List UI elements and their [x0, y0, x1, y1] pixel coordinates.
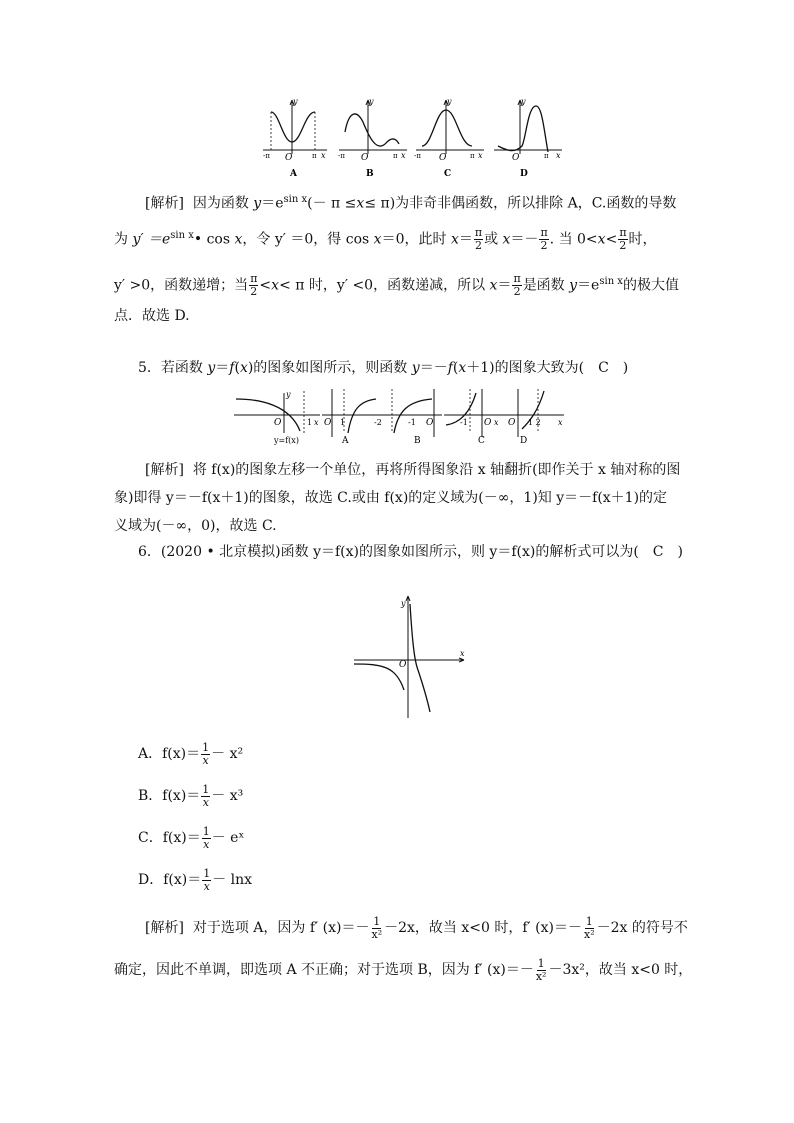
- q6-analysis-tag: [解析]: [145, 920, 184, 936]
- q5-graph-a: [322, 389, 378, 446]
- q5-analysis-line-1: [145, 460, 680, 480]
- q4-graph-a-negpi: -π: [263, 152, 270, 160]
- q4-text: y′ >0，函数递增；当: [114, 277, 249, 294]
- q4-graph-a: [263, 97, 327, 179]
- q4-analysis-line-1: [145, 190, 676, 214]
- q4-text: y′ ＝e: [132, 231, 171, 248]
- q5-label-a: A: [342, 436, 349, 446]
- q5-graph-original: [234, 390, 320, 445]
- q5-neg-one: -1: [460, 418, 468, 427]
- q4-text: <: [259, 277, 272, 294]
- q6-x: x: [460, 649, 465, 658]
- q4-text: ≤ π)为非奇非偶函数，所以排除 A，C.函数的导数: [364, 195, 677, 212]
- q5-analysis-line-2: 象)即得 y＝－f(x＋1)的图象，故选 C.或由 f(x)的定义域为(－∞，1)知 y＝－f(x＋1)的定: [114, 490, 668, 506]
- q5-question: 5．若函数 y＝f(x)的图象如图所示，则函数 y＝－f(x＋1)的图象大致为( C ): [138, 360, 629, 376]
- q5-label-b: B: [414, 436, 421, 446]
- q5-label-c: C: [478, 436, 485, 446]
- q4-text: 因为函数: [192, 195, 254, 212]
- q4-analysis-line-3: [114, 268, 679, 300]
- q4-text: ＝e: [577, 277, 600, 294]
- q6-analysis-line-2: 确定，因此不单调，即选项 A 不正确；对于选项 B，因为 f′ (x)＝－ $\frac{1}{\text{x²}}$ －3x²，故当 x<0 时，: [114, 956, 693, 983]
- q4-text: sin x: [283, 194, 308, 205]
- fraction-pi-over-2: $\frac{\pi}{2}$: [540, 226, 548, 253]
- q4-graph-c-origin: O: [439, 153, 447, 163]
- q4-text: 是函数: [522, 277, 570, 294]
- q6-figure: [352, 590, 476, 720]
- q4-graph-a-y: y: [293, 97, 298, 106]
- q4-text: 为: [114, 231, 133, 248]
- q5-origin: O: [274, 418, 282, 428]
- q4-text: ＝: [497, 277, 512, 294]
- q4-text: . 当 0<: [549, 231, 598, 248]
- q5-one-two: 1 2: [528, 418, 541, 427]
- q4-text: x: [489, 277, 498, 294]
- q5-text: 将 f(x)的图象左移一个单位，再将所得图象沿 x 轴翻折(即作关于 x 轴对称的图: [192, 462, 681, 478]
- fraction-pi-over-2: $\frac{\pi}{2}$: [250, 272, 258, 299]
- q4-graph-c: [414, 97, 484, 179]
- q5-caption: y=f(x): [274, 436, 299, 445]
- q4-text: < π 时，: [279, 277, 337, 294]
- q5-one: 1: [307, 418, 313, 427]
- q5-x: x: [558, 418, 563, 427]
- q4-graph-d-x: x: [556, 151, 561, 160]
- q6-option-b: B．f(x)＝ $\frac{1}{x}$ － x³: [138, 782, 244, 809]
- q4-text: (－ π ≤: [307, 195, 357, 212]
- q4-text: 或: [484, 231, 503, 248]
- q4-graph-b: [338, 97, 407, 179]
- fraction-pi-over-2: $\frac{\pi}{2}$: [513, 272, 521, 299]
- q4-label-c: C: [444, 169, 452, 179]
- q4-text: sin x: [599, 276, 623, 287]
- q4-label-d: D: [520, 169, 528, 179]
- q6-question: 6．(2020 • 北京模拟)函数 y＝f(x)的图象如图所示，则 y＝f(x)的解析式可以为( C ): [138, 544, 683, 560]
- q4-text: x: [502, 231, 511, 248]
- q5-analysis-tag: [解析]: [145, 462, 184, 478]
- q5-neg-one: -1: [408, 418, 416, 427]
- q4-text: 时，: [628, 231, 657, 248]
- q4-graph-d-origin: O: [512, 153, 520, 163]
- q5-origin: O: [484, 418, 492, 428]
- q4-graph-a-x: x: [321, 151, 326, 160]
- q4-graph-a-origin: O: [285, 153, 293, 163]
- q6-option-c: C．f(x)＝ $\frac{1}{x}$ － eˣ: [138, 824, 245, 851]
- q4-graph-b-pi: π: [393, 152, 398, 160]
- q4-graph-a-pi: π: [312, 152, 317, 160]
- q4-graph-c-negpi: -π: [414, 152, 421, 160]
- q4-text: ＝e: [261, 195, 284, 212]
- q4-text: • cos: [193, 231, 235, 248]
- q4-graph-b-origin: O: [361, 153, 369, 163]
- q6-option-d: D．f(x)＝ $\frac{1}{x}$ － lnx: [138, 866, 253, 893]
- q4-text: x: [234, 231, 243, 248]
- q4-text: ＝0，此时: [381, 231, 451, 248]
- q4-text: y: [569, 277, 578, 294]
- q6-origin: O: [399, 660, 407, 670]
- fraction-pi-over-2: $\frac{\pi}{2}$: [619, 226, 627, 253]
- q4-text: ＝－: [510, 231, 539, 248]
- q4-text: y′ <0，函数递减，所以: [336, 277, 490, 294]
- q5-origin: O: [324, 418, 332, 428]
- q5-graph-d: [502, 389, 564, 446]
- q4-analysis-line-2: [114, 222, 657, 254]
- q5-one: 1: [340, 418, 346, 427]
- q4-text: x: [356, 195, 365, 212]
- q4-graph-d: [494, 97, 562, 179]
- q4-label-a: A: [290, 169, 297, 179]
- q4-text: ，令: [242, 231, 275, 248]
- q4-text: y: [253, 195, 262, 212]
- q5-x: x: [494, 418, 499, 427]
- q5-origin: O: [426, 418, 434, 428]
- q6-option-a: A．f(x)＝ $\frac{1}{x}$ － x²: [138, 740, 244, 767]
- q4-analysis-tag: [解析]: [145, 195, 184, 212]
- q4-label-b: B: [366, 169, 374, 179]
- q4-graph-c-pi: π: [470, 152, 475, 160]
- q5-graph-c: [444, 389, 504, 446]
- q5-graph-b: [374, 389, 442, 446]
- q4-graph-d-pi: π: [544, 152, 549, 160]
- q4-analysis-line-4: 点．故选 D.: [114, 308, 190, 324]
- q4-text: 的极大值: [622, 277, 679, 294]
- q4-text: sin x: [170, 230, 194, 241]
- q5-origin: O: [508, 418, 516, 428]
- fraction-pi-over-2: $\frac{\pi}{2}$: [474, 226, 483, 253]
- q5-analysis-line-3: 义域为(－∞，0)，故选 C.: [114, 518, 277, 534]
- q5-x: x: [314, 418, 319, 427]
- q4-text: y′ ＝0，得 cos: [274, 231, 374, 248]
- q5-figures: [230, 385, 570, 447]
- q4-graph-b-x: x: [401, 151, 406, 160]
- q4-text: ＝: [458, 231, 473, 248]
- q4-graph-c-x: x: [478, 151, 483, 160]
- q4-text: x: [271, 277, 280, 294]
- q4-figures: [255, 92, 565, 182]
- q5-y: y: [286, 390, 291, 399]
- q6-y: y: [401, 599, 406, 608]
- q4-text: x: [373, 231, 382, 248]
- q5-label-d: D: [520, 436, 528, 446]
- q4-graph-d-y: y: [521, 97, 526, 106]
- q4-text: x: [450, 231, 459, 248]
- q5-neg-two: -2: [374, 418, 382, 427]
- q4-graph-b-y: y: [369, 97, 374, 106]
- q6-analysis-line-1: [解析] 对于选项 A，因为 f′ (x)＝－ $\frac{1}{\text{x²}}$ －2x，故当 x<0 时，f′ (x)＝－ $\frac{1}{\text{x²}}$ －2x 的符号不: [145, 914, 688, 941]
- q4-graph-b-negpi: -π: [338, 152, 345, 160]
- q4-graph-c-y: y: [447, 97, 452, 106]
- q4-text: <: [605, 231, 618, 248]
- q4-text: x: [597, 231, 606, 248]
